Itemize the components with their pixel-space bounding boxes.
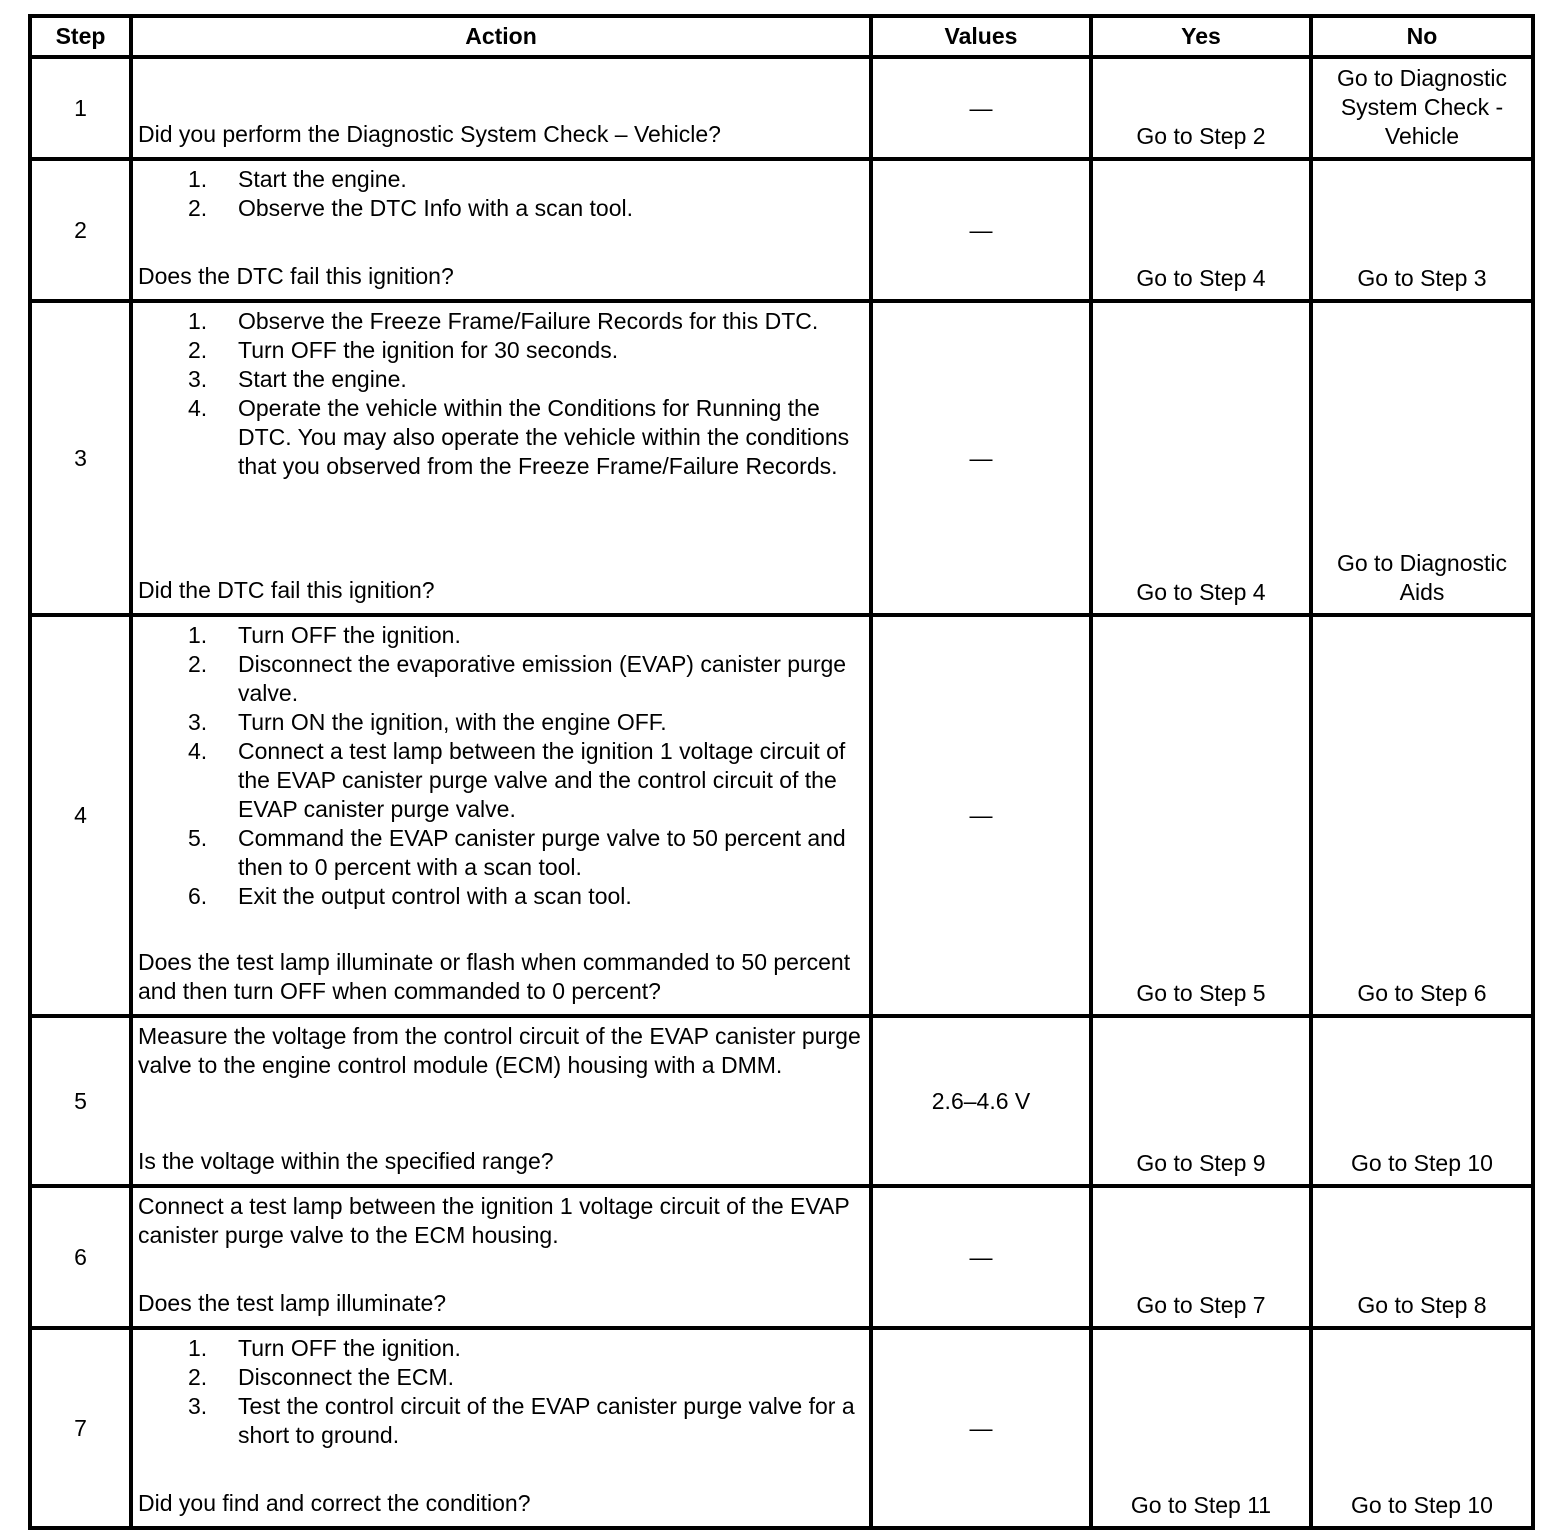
yes-goto-cell: Go to Step 7 [1091, 1186, 1311, 1328]
action-cell [131, 1186, 871, 1328]
list-item-text: Disconnect the evaporative emission (EVAP) canister purge valve. [238, 651, 847, 706]
no-goto-cell: Go to Step 3 [1311, 159, 1533, 301]
action-question: Is the voltage within the specified range? [138, 1148, 554, 1174]
table-row [30, 1186, 1533, 1328]
action-content [138, 1022, 861, 1176]
action-instructions [138, 1334, 861, 1450]
action-question: Does the test lamp illuminate or flash when commanded to 50 percent and then turn OFF when commanded to 0 percent? [138, 949, 851, 1004]
action-content [138, 165, 861, 291]
list-item-number: 1. [188, 1335, 208, 1361]
table-row [30, 615, 1533, 1016]
action-cell [131, 1328, 871, 1528]
table-row [30, 1328, 1533, 1528]
action-cell [131, 57, 871, 159]
list-item-text: Observe the DTC Info with a scan tool. [238, 195, 634, 221]
action-instructions [138, 165, 861, 223]
list-item-number: 4. [188, 738, 208, 764]
no-goto-cell: Go to Diagnostic System Check - Vehicle [1311, 57, 1533, 159]
list-item [138, 1334, 861, 1363]
no-goto-cell: Go to Step 10 [1311, 1016, 1533, 1186]
header-step: Step [30, 16, 131, 57]
table-header-row [30, 16, 1533, 57]
action-question: Did you perform the Diagnostic System Check – Vehicle? [138, 121, 721, 147]
list-item-text: Operate the vehicle within the Conditions for Running the DTC. You may also operate the vehicle within the conditions that you observed from the Freeze Frame/Failure Records. [238, 395, 850, 479]
yes-goto-cell: Go to Step 5 [1091, 615, 1311, 1016]
header-action: Action [131, 16, 871, 57]
list-item [138, 165, 861, 194]
values-cell: — [871, 57, 1091, 159]
list-item-number: 1. [188, 308, 208, 334]
list-item-text: Observe the Freeze Frame/Failure Records for this DTC. [238, 308, 819, 334]
list-item [138, 882, 861, 911]
yes-goto-cell: Go to Step 9 [1091, 1016, 1311, 1186]
no-goto-cell: Go to Diagnostic Aids [1311, 301, 1533, 615]
action-cell [131, 301, 871, 615]
list-item-text: Turn OFF the ignition for 30 seconds. [238, 337, 619, 363]
list-item [138, 650, 861, 708]
yes-goto-cell: Go to Step 4 [1091, 301, 1311, 615]
list-item-number: 1. [188, 166, 208, 192]
list-item [138, 824, 861, 882]
action-content [138, 1334, 861, 1518]
action-question: Does the DTC fail this ignition? [138, 263, 454, 289]
list-item [138, 365, 861, 394]
step-number: 1 [30, 57, 131, 159]
list-item [138, 737, 861, 824]
yes-goto-cell: Go to Step 2 [1091, 57, 1311, 159]
values-cell: — [871, 1186, 1091, 1328]
list-item-number: 5. [188, 825, 208, 851]
action-text: Connect a test lamp between the ignition 1 voltage circuit of the EVAP canister purge valve to the ECM housing. [138, 1193, 850, 1248]
list-item-text: Start the engine. [238, 366, 407, 392]
action-instructions [138, 1022, 861, 1080]
list-item-number: 3. [188, 1393, 208, 1419]
action-content [138, 1192, 861, 1318]
no-goto-cell: Go to Step 8 [1311, 1186, 1533, 1328]
list-item-number: 3. [188, 709, 208, 735]
action-content [138, 63, 861, 149]
list-item-text: Turn ON the ignition, with the engine OFF. [238, 709, 667, 735]
list-item-text: Turn OFF the ignition. [238, 1335, 461, 1361]
step-number: 5 [30, 1016, 131, 1186]
list-item-number: 2. [188, 337, 208, 363]
action-question: Did the DTC fail this ignition? [138, 577, 435, 603]
no-goto-cell: Go to Step 10 [1311, 1328, 1533, 1528]
list-item-number: 1. [188, 622, 208, 648]
header-no: No [1311, 16, 1533, 57]
table-row [30, 1016, 1533, 1186]
list-item-number: 2. [188, 195, 208, 221]
header-yes: Yes [1091, 16, 1311, 57]
action-question: Did you find and correct the condition? [138, 1490, 531, 1516]
action-steps-list [138, 165, 861, 223]
action-cell [131, 615, 871, 1016]
action-steps-list [138, 621, 861, 911]
action-steps-list [138, 307, 861, 481]
list-item-text: Test the control circuit of the EVAP canister purge valve for a short to ground. [238, 1393, 855, 1448]
no-goto-cell: Go to Step 6 [1311, 615, 1533, 1016]
action-content [138, 621, 861, 1006]
step-number: 3 [30, 301, 131, 615]
list-item [138, 307, 861, 336]
list-item [138, 1392, 861, 1450]
values-cell: — [871, 159, 1091, 301]
values-cell: — [871, 1328, 1091, 1528]
action-instructions [138, 307, 861, 481]
list-item-text: Command the EVAP canister purge valve to 50 percent and then to 0 percent with a scan tool. [238, 825, 846, 880]
step-number: 4 [30, 615, 131, 1016]
list-item-text: Turn OFF the ignition. [238, 622, 461, 648]
step-number: 2 [30, 159, 131, 301]
action-steps-list [138, 1334, 861, 1450]
list-item [138, 336, 861, 365]
table-row [30, 159, 1533, 301]
action-text: Measure the voltage from the control circuit of the EVAP canister purge valve to the engine control module (ECM) housing with a DMM. [138, 1023, 861, 1078]
list-item [138, 1363, 861, 1392]
yes-goto-cell: Go to Step 4 [1091, 159, 1311, 301]
list-item [138, 394, 861, 481]
action-instructions [138, 1192, 861, 1250]
action-cell [131, 1016, 871, 1186]
list-item-text: Start the engine. [238, 166, 407, 192]
values-cell: — [871, 615, 1091, 1016]
values-cell: 2.6–4.6 V [871, 1016, 1091, 1186]
yes-goto-cell: Go to Step 11 [1091, 1328, 1311, 1528]
list-item-text: Exit the output control with a scan tool. [238, 883, 632, 909]
table-row [30, 57, 1533, 159]
values-cell: — [871, 301, 1091, 615]
list-item [138, 621, 861, 650]
list-item-number: 4. [188, 395, 208, 421]
list-item-number: 2. [188, 651, 208, 677]
list-item [138, 194, 861, 223]
list-item-text: Disconnect the ECM. [238, 1364, 455, 1390]
step-number: 7 [30, 1328, 131, 1528]
list-item-number: 3. [188, 366, 208, 392]
list-item-text: Connect a test lamp between the ignition 1 voltage circuit of the EVAP canister purge valve and the control circuit of the EVAP canister purge valve. [238, 738, 846, 822]
header-values: Values [871, 16, 1091, 57]
list-item [138, 708, 861, 737]
step-number: 6 [30, 1186, 131, 1328]
action-question: Does the test lamp illuminate? [138, 1290, 447, 1316]
list-item-number: 2. [188, 1364, 208, 1390]
action-cell [131, 159, 871, 301]
list-item-number: 6. [188, 883, 208, 909]
table-row [30, 301, 1533, 615]
action-instructions [138, 621, 861, 911]
action-content [138, 307, 861, 605]
diagnostic-table [28, 14, 1535, 1530]
